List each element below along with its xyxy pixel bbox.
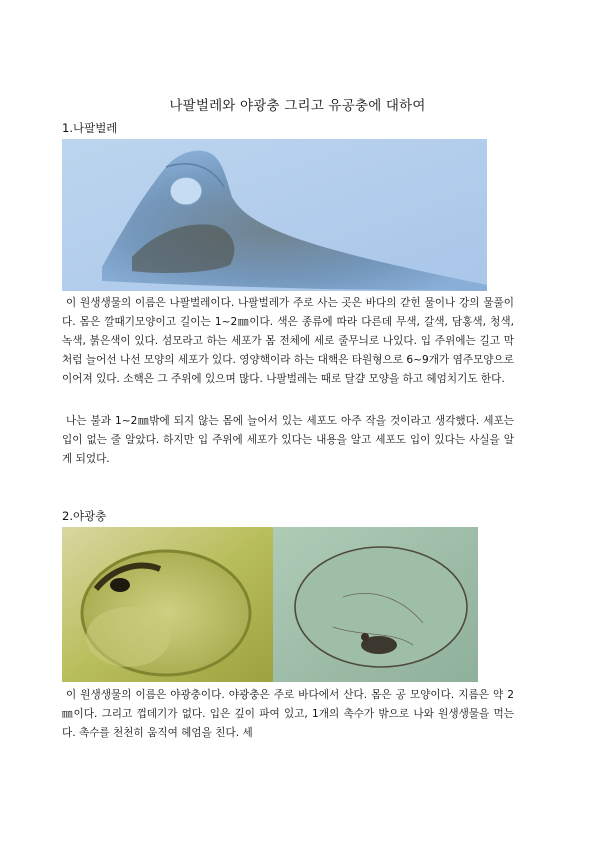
stentor-paragraph-2: 나는 불과 1~2㎜밖에 되지 않는 몸에 늘어서 있는 세포도 아주 작을 것이라고 생각했다. 세포는 입이 없는 줄 알았다. 하지만 입 주위에 세포가 있다는 내용을 알고 세포도 입이 있다는 사실을 알게 되었다. xyxy=(62,415,514,465)
section-heading-noctiluca: 2.야광충 xyxy=(62,509,107,523)
document-title: 나팔벌레와 야광충 그리고 유공충에 대하여 xyxy=(169,98,426,114)
section-heading-stentor: 1.나팔벌레 xyxy=(62,121,118,135)
stentor-photo xyxy=(62,139,487,291)
noctiluca-photo-left xyxy=(62,527,273,682)
noctiluca-paragraph-1: 이 원생생물의 이름은 야광충이다. 야광충은 주로 바다에서 산다. 몸은 공 모양이다. 지름은 약 2㎜이다. 그리고 껍데기가 없다. 입은 깊이 파여 있고, 1개의 촉수가 밖으로 나와 원생생물을 먹는다. 촉수를 천천히 움직여 헤엄을 친다. 세 xyxy=(62,689,514,739)
stentor-paragraph-1: 이 원생생물의 이름은 나팔벌레이다. 나팔벌레가 주로 사는 곳은 바다의 갇힌 물이나 강의 물풀이다. 몸은 깔때기모양이고 길이는 1~2㎜이다. 색은 종류에 따라 다른데 무색, 갈색, 담홍색, 청색, 녹색, 붉은색이 있다. 섬모라고 하는 세포가 몸 전체에 세로 줄무늬로 나있다. 입 주위에는 길고 막처럼 늘어선 나선 모양의 세포가 있다. 영양핵이라 하는 대핵은 타원형으로 6~9개가 염주모양으로 이어져 있다. 소핵은 그 주위에 있으며 많다. 나팔벌레는 때로 달걀 모양을 하고 헤엄치기도 한다. xyxy=(62,297,514,385)
noctiluca-photo-right xyxy=(273,527,478,682)
